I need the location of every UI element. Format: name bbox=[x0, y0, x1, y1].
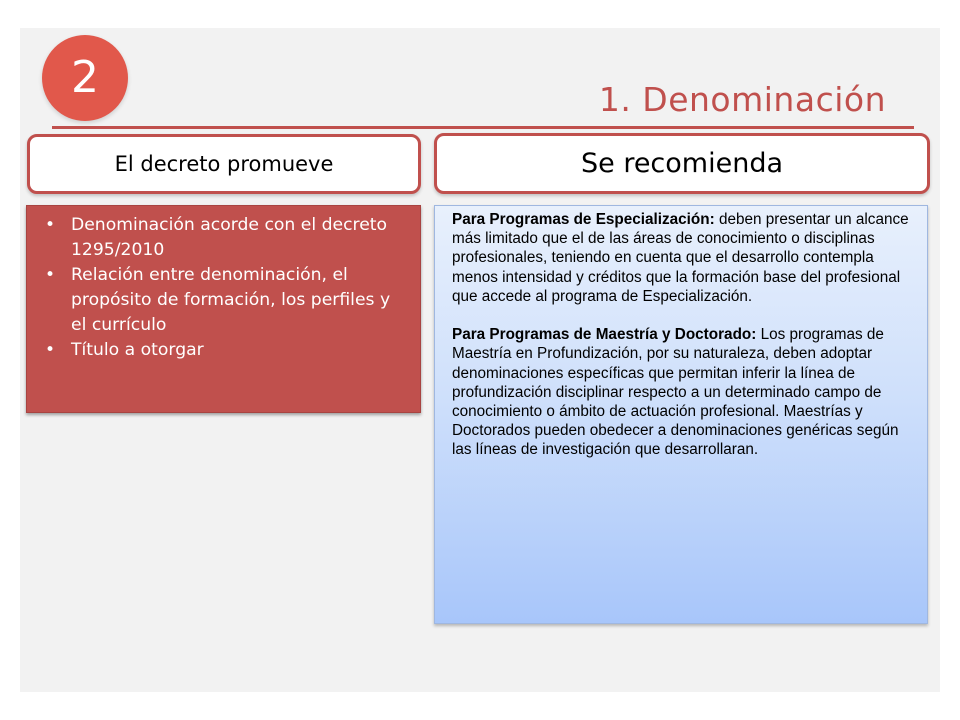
recommendation-panel bbox=[434, 205, 928, 624]
bullet-item-1: • Denominación acorde con el decreto 1295/2010 bbox=[45, 213, 406, 263]
decree-bullet-list bbox=[45, 213, 406, 363]
bullet-item-3: • Título a otorgar bbox=[45, 338, 406, 363]
masters-doctorate-paragraph bbox=[452, 325, 919, 459]
right-column-header bbox=[434, 133, 930, 194]
paragraph-spacer bbox=[452, 306, 919, 325]
masters-doctorate-text: Los programas de Maestría en Profundización, por su naturaleza, deben adoptar denominaciones específicas que permitan inferir la línea de profundización disciplinar respecto a un determinado campo de conocimiento o ámbito de actuación profesional. Maestrías y Doctorados pueden obedecer a denominaciones genéricas según las líneas de investigación que desarrollaran. bbox=[452, 326, 899, 459]
specialization-paragraph bbox=[452, 210, 919, 306]
title-divider bbox=[52, 126, 914, 129]
specialization-text: deben presentar un alcance más limitado que el de las áreas de conocimiento o disciplinas profesionales, teniendo en cuenta que el desarrollo contempla menos intensidad y créditos que la formación base del profesional que accede al programa de Especialización. bbox=[452, 211, 909, 305]
left-header-label: El decreto promueve bbox=[114, 152, 334, 176]
masters-doctorate-heading: Para Programas de Maestría y Doctorado: bbox=[452, 326, 757, 344]
page-title: 1. Denominación bbox=[598, 80, 886, 119]
bullet-item-2: • Relación entre denominación, el propósito de formación, los perfiles y el currículo bbox=[45, 263, 406, 338]
slide-number-badge bbox=[42, 35, 128, 121]
slide-number: 2 bbox=[71, 52, 99, 103]
left-column-header bbox=[27, 134, 421, 194]
specialization-heading: Para Programas de Especialización: bbox=[452, 211, 715, 228]
decree-bullet-panel bbox=[26, 205, 421, 413]
right-header-label: Se recomienda bbox=[580, 148, 784, 179]
